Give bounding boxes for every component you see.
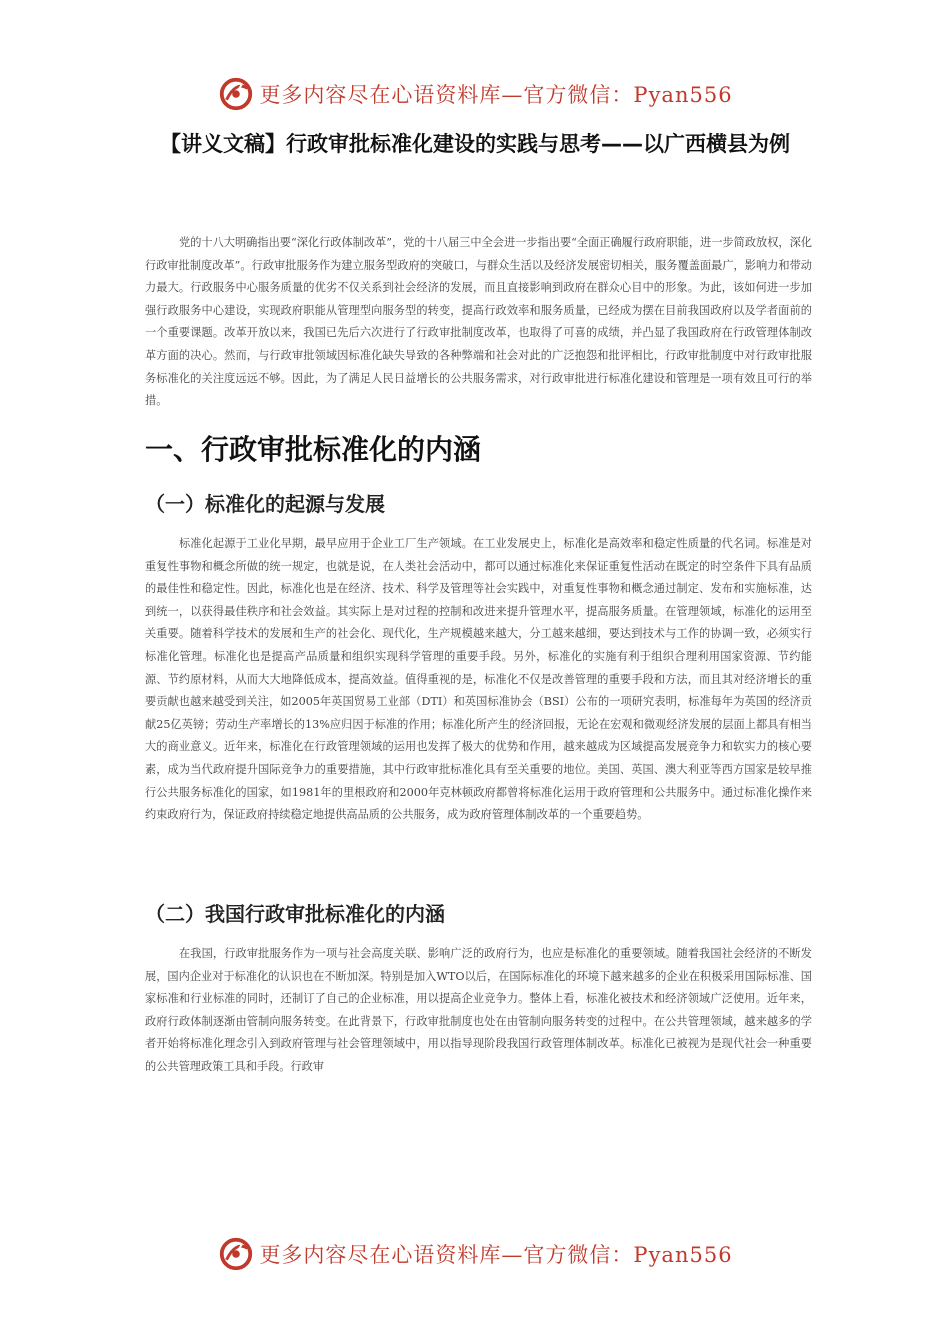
footer-banner-text: 更多内容尽在心语资料库—官方微信：Pyan556 <box>259 1243 733 1267</box>
subsection-heading-2: （二）我国行政审批标准化的内涵 <box>145 902 445 926</box>
subsection-heading-1: （一）标准化的起源与发展 <box>145 492 385 516</box>
footer-banner <box>0 1232 950 1276</box>
intro-paragraph: 党的十八大明确指出要“深化行政体制改革”，党的十八届三中全会进一步指出要“全面正确履行政府职能，进一步简政放权，深化行政审批制度改革”。行政审批服务作为建立服务型政府的突破口，与群众生活以及经济发展密切相关，服务覆盖面最广，影响力和带动力最大。行政服务中心服务质量的优劣不仅关系到社会经济的发展，而且直接影响到政府在群众心目中的形象。为此，该如何进一步加强行政服务中心建设，实现政府职能从管理型向服务型的转变，提高行政效率和服务质量，已经成为摆在目前我国政府以及学者面前的一个重要课题。改革开放以来，我国已先后六次进行了行政审批制度改革，也取得了可喜的成绩，并凸显了我国政府在行政管理体制改革方面的决心。然而，与行政审批领域因标准化缺失导致的各种弊端和社会对此的广泛抱怨和批评相比，行政审批制度中对行政审批服务标准化的关注度远远不够。因此，为了满足人民日益增长的公共服务需求，对行政审批进行标准化建设和管理是一项有效且可行的举措。 <box>145 236 812 408</box>
header-banner <box>0 72 950 116</box>
section-heading-1: 一、行政审批标准化的内涵 <box>145 433 482 466</box>
header-banner-text: 更多内容尽在心语资料库—官方微信：Pyan556 <box>259 83 733 107</box>
document-title: 【讲义文稿】行政审批标准化建设的实践与思考——以广西横县为例 <box>160 132 790 156</box>
subsection-1-paragraph: 标准化起源于工业化早期，最早应用于企业工厂生产领域。在工业发展史上，标准化是高效率和稳定性质量的代名词。标准是对重复性事物和概念所做的统一规定，也就是说，在人类社会活动中，都可以通过标准化来保证重复性活动在既定的时空条件下具有品质的最佳性和稳定性。因此，标准化也是在经济、技术、科学及管理等社会实践中，对重复性事物和概念通过制定、发布和实施标准，达到统一，以获得最佳秩序和社会效益。其实际上是对过程的控制和改进来提升管理水平，提高服务质量。在管理领域，标准化的运用至关重要。随着科学技术的发展和生产的社会化、现代化，生产规模越来越大，分工越来越细，要达到技术与工作的协调一致，必须实行标准化管理。标准化也是提高产品质量和组织实现科学管理的重要手段。另外，标准化的实施有利于组织合理利用国家资源、节约能源、节约原材料，从而大大地降低成本，提高效益。值得重视的是，标准化不仅是改善管理的重要手段和方法，而且其对经济增长的重要贡献也越来越受到关注，如2005年英国贸易工业部（DTI）和英国标准协会（BSI）公布的一项研究表明，标准每年为英国的经济贡献25亿英镑；劳动生产率增长的13%应归因于标准的作用；标准化所产生的经济回报，无论在宏观和微观经济发展的层面上都具有相当大的商业意义。近年来，标准化在行政管理领域的运用也发挥了极大的优势和作用，越来越成为区域提高发展竞争力和软实力的核心要素，成为当代政府提升国际竞争力的重要措施，其中行政审批标准化具有至关重要的地位。美国、英国、澳大利亚等西方国家是较早推行公共服务标准化的国家，如1981年的里根政府和2000年克林顿政府都曾将标准化运用于政府管理和公共服务中。通过标准化操作来约束政府行为，保证政府持续稳定地提供高品质的公共服务，成为政府管理体制改革的一个重要趋势。 <box>145 537 812 822</box>
subsection-2-paragraph: 在我国，行政审批服务作为一项与社会高度关联、影响广泛的政府行为，也应是标准化的重要领域。随着我国社会经济的不断发展，国内企业对于标准化的认识也在不断加深。特别是加入WTO以后，在国际标准化的环境下越来越多的企业在积极采用国际标准、国家标准和行业标准的同时，还制订了自己的企业标准，用以提高企业竞争力。整体上看，标准化被技术和经济领域广泛使用。近年来，政府行政体制逐渐由管制向服务转变。在此背景下，行政审批制度也处在由管制向服务转变的过程中。在公共管理领域，越来越多的学者开始将标准化理念引入到政府管理与社会管理领域中，用以指导现阶段我国行政管理体制改革。标准化已被视为是现代社会一种重要的公共管理政策工具和手段。行政审 <box>145 947 812 1073</box>
red-swirl-logo-icon <box>217 1235 255 1273</box>
red-swirl-logo-icon <box>217 75 255 113</box>
